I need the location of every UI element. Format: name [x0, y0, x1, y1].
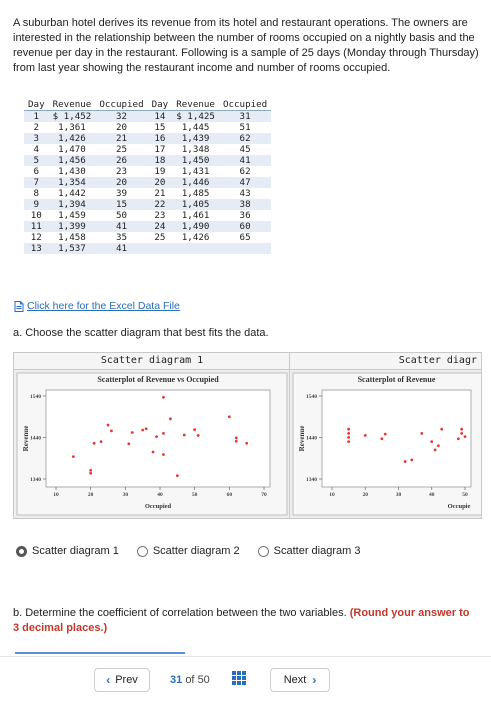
cell-day: 5 [24, 155, 49, 166]
next-label: Next [283, 674, 307, 686]
table-row [24, 166, 271, 177]
cell-occupied: 35 [95, 232, 147, 243]
table-row [24, 199, 271, 210]
data-point [183, 434, 186, 437]
data-point [420, 432, 423, 435]
cell-day: 8 [24, 188, 49, 199]
data-point [197, 434, 200, 437]
y-tick-label: 1440 [30, 435, 41, 442]
data-point [162, 396, 165, 399]
cell-revenue: $ 1,452 [49, 111, 96, 123]
cell-day-2: 24 [148, 221, 173, 232]
y-axis-label: Revenue [298, 425, 306, 452]
data-point [89, 472, 92, 475]
cell-occupied-2: 47 [219, 177, 271, 188]
col-header-occupied-2: Occupied [219, 99, 271, 111]
data-point [460, 432, 463, 435]
cell-day: 9 [24, 199, 49, 210]
cell-revenue-2: 1,439 [172, 133, 219, 144]
data-point [384, 433, 387, 436]
cell-occupied: 50 [95, 210, 147, 221]
x-tick-label: 50 [191, 492, 198, 498]
cell-occupied-2 [219, 243, 271, 254]
x-axis-label: Occupie [447, 503, 471, 510]
cell-day-2: 23 [148, 210, 173, 221]
col-header-revenue: Revenue [49, 99, 96, 111]
radio-label: Scatter diagram 3 [273, 545, 361, 557]
cell-occupied: 15 [95, 199, 147, 210]
cell-revenue-2: 1,485 [172, 188, 219, 199]
cell-revenue: 1,430 [49, 166, 96, 177]
x-tick-label: 40 [157, 492, 163, 498]
data-point [380, 437, 383, 440]
cell-day: 2 [24, 122, 49, 133]
cell-revenue: 1,470 [49, 144, 96, 155]
cell-occupied: 25 [95, 144, 147, 155]
cell-occupied-2: 31 [219, 111, 271, 123]
y-tick-label: 1340 [30, 477, 41, 483]
cell-revenue: 1,456 [49, 155, 96, 166]
cell-day: 12 [24, 232, 49, 243]
data-point [404, 460, 407, 463]
cell-day-2: 17 [148, 144, 173, 155]
col-header-day-2: Day [148, 99, 173, 111]
x-tick-label: 20 [362, 492, 368, 498]
cell-day-2: 22 [148, 199, 173, 210]
x-tick-label: 30 [122, 492, 129, 498]
grid-icon[interactable] [232, 671, 246, 685]
cell-occupied: 41 [95, 221, 147, 232]
cell-revenue-2: 1,348 [172, 144, 219, 155]
data-point [141, 429, 144, 432]
cell-revenue: 1,399 [49, 221, 96, 232]
cell-occupied-2: 51 [219, 122, 271, 133]
data-point [72, 455, 75, 458]
data-point [127, 442, 130, 445]
chevron-left-icon: ‹ [106, 673, 111, 687]
radio-option-scatter-2[interactable] [137, 545, 240, 557]
table-row [24, 144, 271, 155]
x-tick-label: 10 [329, 492, 335, 498]
data-point [131, 431, 134, 434]
cell-day-2: 18 [148, 155, 173, 166]
total-pages: 50 [197, 674, 210, 686]
navigation-bar [0, 656, 491, 701]
table-row [24, 232, 271, 243]
cell-revenue: 1,354 [49, 177, 96, 188]
cell-revenue-2: $ 1,425 [172, 111, 219, 123]
page-of: of [185, 674, 195, 686]
cell-revenue-2 [172, 243, 219, 254]
y-tick-label: 1440 [306, 435, 317, 442]
radio-option-scatter-1[interactable] [16, 545, 119, 557]
chart-title: Scatterplot of Revenue vs Occupied [97, 375, 219, 384]
data-point [155, 435, 158, 438]
cell-revenue: 1,442 [49, 188, 96, 199]
table-row [24, 111, 271, 123]
x-tick-label: 10 [53, 492, 59, 498]
scatter-diagram-1-panel [13, 352, 291, 519]
cell-revenue-2: 1,405 [172, 199, 219, 210]
x-tick-label: 20 [87, 492, 94, 498]
data-point [162, 432, 165, 435]
cell-day-2: 21 [148, 188, 173, 199]
data-point [245, 442, 248, 445]
cell-day-2: 15 [148, 122, 173, 133]
scatter-plot-1 [14, 370, 290, 518]
y-tick-label: 1540 [306, 394, 317, 400]
data-point [457, 437, 460, 440]
cell-day: 1 [24, 111, 49, 123]
radio-button[interactable] [258, 546, 269, 557]
col-header-revenue-2: Revenue [172, 99, 219, 111]
cell-revenue: 1,459 [49, 210, 96, 221]
table-row [24, 122, 271, 133]
cell-day-2: 25 [148, 232, 173, 243]
excel-data-link[interactable] [14, 300, 180, 312]
data-point [228, 415, 231, 418]
radio-option-scatter-3[interactable] [258, 545, 361, 557]
table-row [24, 155, 271, 166]
cell-occupied-2: 62 [219, 166, 271, 177]
cell-revenue: 1,426 [49, 133, 96, 144]
current-page: 31 [170, 674, 183, 686]
radio-button[interactable] [16, 546, 27, 557]
data-point [410, 459, 413, 462]
data-point [364, 434, 367, 437]
cell-day: 4 [24, 144, 49, 155]
data-point [434, 449, 437, 452]
y-tick-label: 1340 [306, 477, 317, 483]
cell-revenue-2: 1,461 [172, 210, 219, 221]
cell-occupied: 20 [95, 177, 147, 188]
cell-day-2: 20 [148, 177, 173, 188]
table-header-row [24, 99, 271, 111]
cell-day-2: 16 [148, 133, 173, 144]
cell-occupied: 41 [95, 243, 147, 254]
cell-revenue-2: 1,431 [172, 166, 219, 177]
y-tick-label: 1540 [30, 394, 41, 400]
cell-day: 10 [24, 210, 49, 221]
cell-revenue-2: 1,426 [172, 232, 219, 243]
prev-button[interactable] [94, 668, 150, 692]
cell-revenue: 1,458 [49, 232, 96, 243]
data-point [347, 428, 350, 431]
table-row [24, 177, 271, 188]
cell-day: 11 [24, 221, 49, 232]
cell-occupied-2: 60 [219, 221, 271, 232]
data-point [437, 444, 440, 447]
plot-area [322, 390, 471, 487]
cell-day-2 [148, 243, 173, 254]
data-point [440, 428, 443, 431]
table-body [24, 111, 271, 255]
radio-label: Scatter diagram 2 [152, 545, 240, 557]
cell-revenue-2: 1,490 [172, 221, 219, 232]
data-table [24, 99, 271, 254]
question-a: a. Choose the scatter diagram that best fits the data. [13, 327, 269, 339]
table-row [24, 221, 271, 232]
x-tick-label: 50 [462, 492, 468, 498]
cell-revenue-2: 1,445 [172, 122, 219, 133]
cell-revenue-2: 1,446 [172, 177, 219, 188]
x-axis-label: Occupied [144, 503, 172, 510]
x-tick-label: 40 [429, 492, 435, 498]
radio-button[interactable] [137, 546, 148, 557]
cell-day: 3 [24, 133, 49, 144]
data-point [460, 428, 463, 431]
scatter-diagram-2-panel [289, 352, 482, 519]
cell-occupied-2: 65 [219, 232, 271, 243]
next-button[interactable] [270, 668, 330, 692]
data-point [235, 437, 238, 440]
cell-occupied-2: 38 [219, 199, 271, 210]
data-point [107, 424, 110, 427]
cell-occupied-2: 36 [219, 210, 271, 221]
col-header-day: Day [24, 99, 49, 111]
prev-label: Prev [115, 674, 138, 686]
data-point [110, 429, 113, 432]
problem-intro: A suburban hotel derives its revenue from its hotel and restaurant operations. The owners are interested in the relationship between the number of rooms occupied on a nightly basis and the revenue per day in the restaurant. Following is a sample of 25 days (Monday through Thursday) from last year showing the restaurant income and number of rooms occupied. [13, 17, 479, 74]
question-b [13, 606, 478, 636]
cell-revenue: 1,394 [49, 199, 96, 210]
data-point [193, 428, 196, 431]
question-b-text: b. Determine the coefficient of correlation between the two variables. [13, 607, 347, 619]
data-point [347, 440, 350, 443]
cell-revenue: 1,537 [49, 243, 96, 254]
excel-link-label: Click here for the Excel Data File [27, 300, 180, 312]
data-point [347, 436, 350, 439]
cell-day-2: 14 [148, 111, 173, 123]
data-point [152, 451, 155, 454]
col-header-occupied: Occupied [95, 99, 147, 111]
cell-occupied-2: 45 [219, 144, 271, 155]
cell-occupied: 32 [95, 111, 147, 123]
cell-day: 6 [24, 166, 49, 177]
cell-occupied-2: 62 [219, 133, 271, 144]
chart-title: Scatterplot of Revenue [357, 375, 436, 384]
chevron-right-icon: › [312, 673, 317, 687]
data-point [145, 427, 148, 430]
cell-occupied: 20 [95, 122, 147, 133]
data-point [176, 474, 179, 477]
answer-input-underline[interactable] [15, 652, 185, 654]
cell-occupied: 23 [95, 166, 147, 177]
page-indicator[interactable] [170, 674, 210, 686]
radio-label: Scatter diagram 1 [32, 545, 119, 557]
cell-occupied: 39 [95, 188, 147, 199]
y-axis-label: Revenue [22, 425, 30, 452]
cell-occupied-2: 43 [219, 188, 271, 199]
data-point [162, 453, 165, 456]
data-point [93, 442, 96, 445]
x-tick-label: 60 [226, 492, 233, 498]
cell-day: 7 [24, 177, 49, 188]
cell-occupied: 21 [95, 133, 147, 144]
data-point [100, 440, 103, 443]
cell-revenue-2: 1,450 [172, 155, 219, 166]
table-row [24, 133, 271, 144]
table-row [24, 210, 271, 221]
data-point [347, 432, 350, 435]
cell-occupied: 26 [95, 155, 147, 166]
rounding-note: (Round your answer to 3 decimal places.) [13, 607, 470, 634]
cell-day-2: 19 [148, 166, 173, 177]
cell-day: 13 [24, 243, 49, 254]
document-icon [14, 301, 24, 312]
x-tick-label: 70 [261, 492, 267, 498]
table-row [24, 188, 271, 199]
data-point [430, 440, 433, 443]
table-row [24, 243, 271, 254]
data-point [235, 440, 238, 443]
scatter-diagram-1-tab[interactable]: Scatter diagram 1 [14, 353, 290, 370]
cell-occupied-2: 41 [219, 155, 271, 166]
data-point [89, 469, 92, 472]
x-tick-label: 30 [395, 492, 402, 498]
data-point [169, 417, 172, 420]
scatter-choice-group [16, 545, 378, 557]
cell-revenue: 1,361 [49, 122, 96, 133]
scatter-diagram-2-tab[interactable]: Scatter diagr [290, 353, 481, 370]
scatter-plot-2 [290, 370, 481, 518]
data-point [464, 435, 467, 438]
